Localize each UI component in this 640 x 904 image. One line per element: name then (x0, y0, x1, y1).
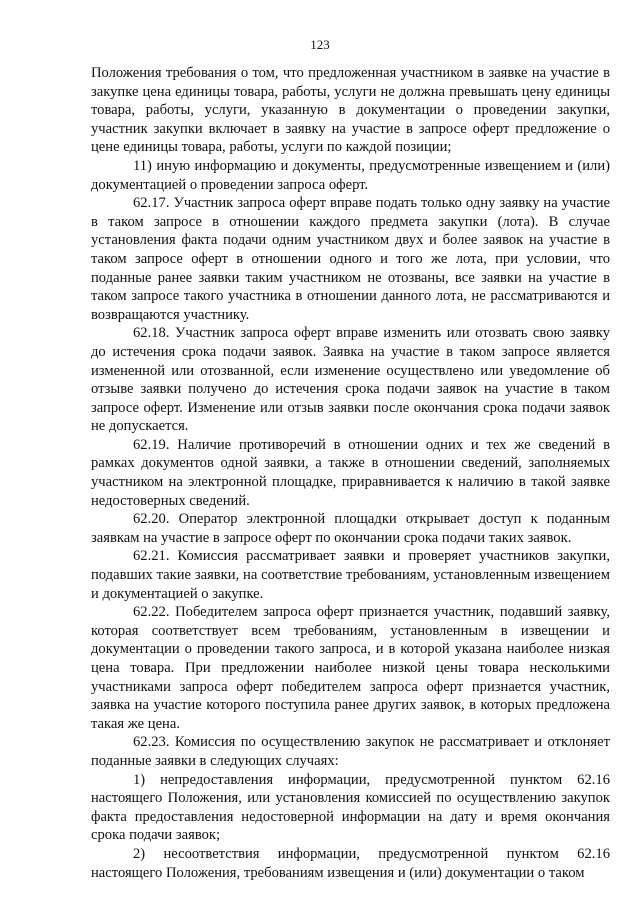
paragraph-62-20: 62.20. Оператор электронной площадки открывает доступ к поданным заявкам на участие в запросе оферт по окончании срока подачи таких заявок. (91, 511, 610, 546)
paragraph-item-11: 11) иную информацию и документы, предусмотренные извещением и (или) документацией о проведении запроса оферт. (91, 157, 610, 193)
paragraph-list-item-2: 2) несоответствия информации, предусмотренной пунктом 62.16 настоящего Положения, требованиям извещения и (или) документации о таком (91, 845, 610, 881)
paragraph-62-19: 62.19. Наличие противоречий в отношении одних и тех же сведений в рамках документов одной заявки, а также в отношении сведений, заполняемых участником на электронной площадке, приравнивается к наличию в такой заявке недостоверных сведений. (91, 436, 610, 509)
paragraph-list-item-1: 1) непредоставления информации, предусмотренной пунктом 62.16 настоящего Положения, или установления комиссией по осуществлению закупок факта предоставления недостоверной информации на дату и время окончания срока подачи заявок; (91, 771, 610, 844)
paragraph-62-21: 62.21. Комиссия рассматривает заявки и проверяет участников закупки, подавших такие заявки, на соответствие требованиям, установленным извещением и документацией о закупке. (91, 548, 610, 602)
paragraph-62-22: 62.22. Победителем запроса оферт признается участник, подавший заявку, которая соответствует всем требованиям, установленным в извещении и документации о проведении такого запроса, и в которой указана наиболее низкая цена товара. При предложении наиболее низкой цены товара несколькими участниками запроса оферт победителем запроса оферт признается участник, заявка на участие которого поступила ранее других заявок, в которых предложена такая же цена. (91, 604, 610, 732)
paragraph-62-23: 62.23. Комиссия по осуществлению закупок не рассматривает и отклоняет поданные заявки в следующих случаях: (91, 734, 610, 769)
paragraph-62-17: 62.17. Участник запроса оферт вправе подать только одну заявку на участие в таком запросе в отношении каждого предмета закупки (лота). В случае установления факта подачи одним участником двух и более заявок на участие в таком запросе оферт в отношении одного и того же лота, при условии, что поданные ранее заявки таким участником не отозваны, все заявки на участие в таком запросе такого участника в отношении данного лота, не рассматриваются и возвращаются участнику. (91, 195, 610, 323)
paragraph-62-18: 62.18. Участник запроса оферт вправе изменить или отозвать свою заявку до истечения срока подачи заявок. Заявка на участие в таком запросе является измененной или отозванной, если изменение осуществлено или уведомление об отзыве заявки получено до истечения срока подачи заявок на участие в таком запросе оферт. Изменение или отзыв заявки после окончания срока подачи заявок не допускается. (91, 325, 610, 435)
page-number: 123 (310, 37, 330, 52)
paragraph-continuation: Положения требования о том, что предложенная участником в заявке на участие в закупке цена единицы товара, работы, услуги не должна превышать цену единицы товара, работы, услуги, указанную в документации о проведении закупки, участник закупки включает в заявку на участие в запросе оферт предложение о цене единицы товара, работы, услуги по каждой позиции; (91, 65, 610, 156)
document-body (91, 64, 610, 882)
